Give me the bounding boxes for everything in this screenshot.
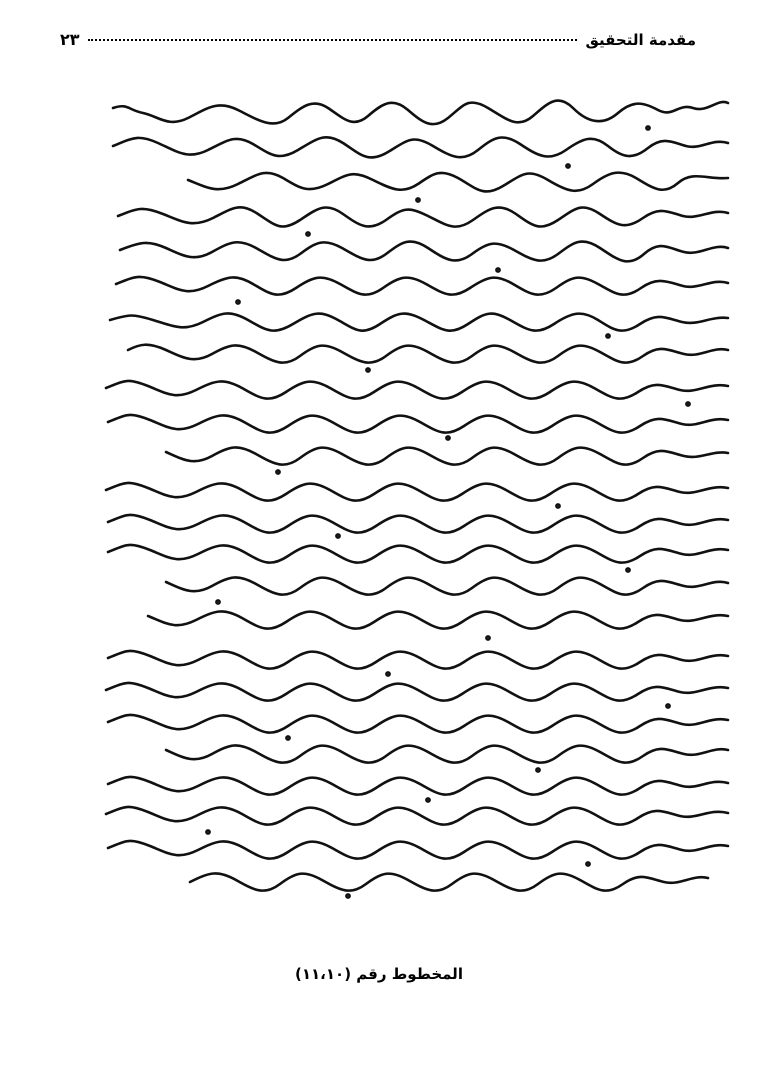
handwriting-scribbles [88, 88, 738, 918]
page-number: ٢٣ [60, 30, 80, 49]
page-header [60, 30, 696, 58]
dotted-leader [88, 39, 578, 41]
section-title: مقدمة التحقيق [585, 31, 696, 49]
manuscript-image [88, 88, 738, 918]
figure-caption: المخطوط رقم (١١،١٠) [295, 965, 463, 983]
